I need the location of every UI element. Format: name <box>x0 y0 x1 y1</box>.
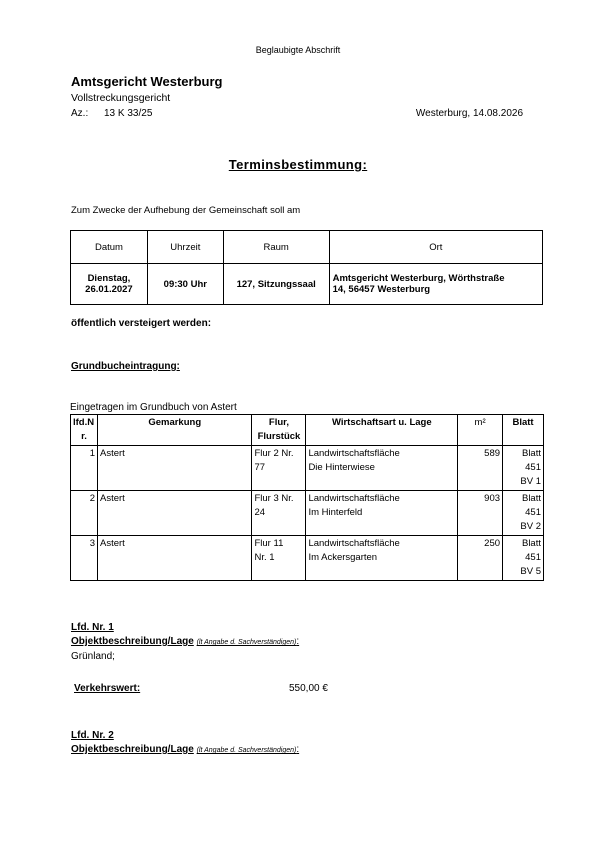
document-title: Terminsbestimmung: <box>228 157 368 172</box>
cell-ort <box>329 264 542 305</box>
object-2-note: (lt Angabe d. Sachverständigen) <box>196 747 297 754</box>
row-qm: 589 <box>458 446 503 491</box>
place-date: Westerburg, 14.08.2026 <box>415 108 523 119</box>
table-row <box>71 446 544 491</box>
cell-uhrzeit: 09:30 Uhr <box>147 264 223 305</box>
place-line-2: 14, 56457 Westerburg <box>332 284 431 295</box>
row-wirtschaftsart: Landwirtschaftsfläche Die Hinterwiese <box>306 446 458 491</box>
row-qm: 250 <box>458 536 503 581</box>
grundbuch-table-header <box>71 415 544 446</box>
row-wirtschaftsart: Landwirtschaftsfläche Im Hinterfeld <box>306 491 458 536</box>
certified-copy-note: Beglaubigte Abschrift <box>255 45 341 55</box>
row-flur: Flur 3 Nr. 24 <box>252 491 306 536</box>
row-blatt: Blatt 451 BV 2 <box>503 491 544 536</box>
date-value: 26.01.2027 <box>85 284 133 295</box>
object-1-description: Grünland; <box>71 651 115 662</box>
row-nr: 3 <box>71 536 98 581</box>
termin-table <box>70 230 543 305</box>
table-row <box>71 491 544 536</box>
row-blatt: Blatt 451 BV 1 <box>503 446 544 491</box>
header-ort: Ort <box>329 231 542 264</box>
date-weekday: Dienstag, <box>87 273 131 284</box>
row-wirtschaftsart: Landwirtschaftsfläche Im Ackersgarten <box>306 536 458 581</box>
cell-raum: 127, Sitzungssaal <box>223 264 329 305</box>
header-flur: Flur, Flurstück <box>252 415 306 446</box>
market-value: 550,00 € <box>289 683 328 694</box>
row-flur: Flur 11 Nr. 1 <box>252 536 306 581</box>
object-1-description-label: Objektbeschreibung/Lage (lt Angabe d. Sachverständigen): <box>71 636 300 647</box>
header-blatt: Blatt <box>503 415 544 446</box>
object-1-note: (lt Angabe d. Sachverständigen) <box>196 639 297 646</box>
row-qm: 903 <box>458 491 503 536</box>
file-reference-label: Az.: <box>71 108 89 119</box>
header-raum: Raum <box>223 231 329 264</box>
object-2-description-label: Objektbeschreibung/Lage (lt Angabe d. Sachverständigen): <box>71 744 300 755</box>
header-qm: m² <box>458 415 503 446</box>
row-nr: 1 <box>71 446 98 491</box>
row-nr: 2 <box>71 491 98 536</box>
auction-statement: öffentlich versteigert werden: <box>71 318 212 329</box>
grundbuch-table <box>70 414 544 581</box>
termin-table-header <box>71 231 543 264</box>
row-gemarkung: Astert <box>97 446 252 491</box>
header-uhrzeit: Uhrzeit <box>147 231 223 264</box>
header-wirtschaftsart: Wirtschaftsart u. Lage <box>306 415 458 446</box>
header-datum: Datum <box>71 231 148 264</box>
place-line-1: Amtsgericht Westerburg, Wörthstraße <box>332 273 505 284</box>
row-gemarkung: Astert <box>97 536 252 581</box>
file-reference-value: 13 K 33/25 <box>104 108 153 119</box>
header-lfd-nr: lfd.N r. <box>71 415 98 446</box>
court-department: Vollstreckungsgericht <box>71 92 171 104</box>
grundbuch-registered-text: Eingetragen im Grundbuch von Astert <box>70 402 237 413</box>
object-2-heading: Lfd. Nr. 2 <box>71 730 114 741</box>
termin-table-row <box>71 264 543 305</box>
header-gemarkung: Gemarkung <box>97 415 252 446</box>
row-blatt: Blatt 451 BV 5 <box>503 536 544 581</box>
row-gemarkung: Astert <box>97 491 252 536</box>
row-flur: Flur 2 Nr. 77 <box>252 446 306 491</box>
object-1-heading: Lfd. Nr. 1 <box>71 622 114 633</box>
intro-text: Zum Zwecke der Aufhebung der Gemeinschaft soll am <box>71 205 301 216</box>
file-reference <box>71 108 152 119</box>
grundbuch-heading: Grundbucheintragung: <box>71 361 180 372</box>
cell-datum <box>71 264 148 305</box>
market-value-label: Verkehrswert: <box>74 683 141 694</box>
table-row <box>71 536 544 581</box>
court-name: Amtsgericht Westerburg <box>71 74 223 89</box>
